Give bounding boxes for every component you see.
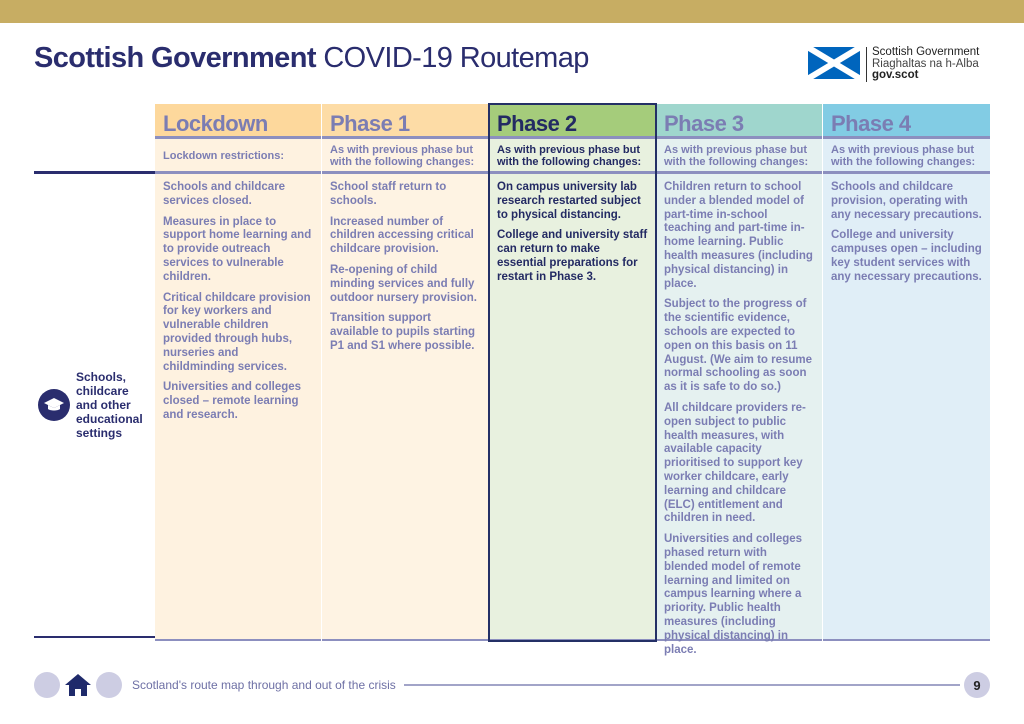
measure-item: College and university campuses open – including key student services with any necessary precautions. — [831, 229, 982, 283]
column-subtitle: As with previous phase but with the following changes: — [322, 139, 488, 174]
column-body — [489, 174, 656, 641]
column-subtitle: As with previous phase but with the following changes: — [823, 139, 990, 174]
measure-item: Schools and childcare provision, operating with any necessary precautions. — [831, 181, 982, 221]
measure-item: Measures in place to support home learning and to provide outreach services to vulnerable children. — [163, 215, 312, 283]
logo-line2: Riaghaltas na h-Alba — [872, 57, 979, 70]
column-title: Lockdown — [155, 104, 321, 139]
logo-line1: Scottish Government — [872, 46, 980, 58]
page-number: 9 — [964, 672, 990, 698]
measure-item: College and university staff can return to make essential preparations for restart in Phase 3. — [497, 229, 648, 283]
row-label-column — [34, 104, 155, 641]
column-subtitle: As with previous phase but with the following changes: — [489, 139, 656, 174]
measure-item: Transition support available to pupils starting P1 and S1 where possible. — [330, 312, 476, 352]
measure-item: All childcare providers re-open subject to public health measures, with available capacity prioritised to support key worker childcare, early learning and childcare (ELC) entitlement and children in need. — [664, 401, 806, 525]
column-title: Phase 2 — [489, 104, 656, 139]
row-label: Schools, childcare and other educational settings — [76, 370, 143, 440]
graduation-cap-icon — [38, 389, 70, 421]
measure-item: School staff return to schools. — [330, 181, 447, 207]
measure-item: Increased number of children accessing critical childcare provision. — [330, 215, 474, 256]
logo-line3: gov.scot — [872, 69, 919, 81]
measure-item: Universities and colleges closed – remote learning and research. — [163, 381, 302, 421]
column-lockdown — [155, 104, 322, 641]
measure-item: Critical childcare provision for key workers and vulnerable children provided through hubs, nurseries and childminding services. — [163, 291, 311, 373]
column-subtitle: As with previous phase but with the following changes: — [656, 139, 822, 174]
measure-item: Schools and childcare services closed. — [163, 181, 286, 207]
measure-item: Universities and colleges phased return with blended model of remote learning and limited on campus learning where a priority. Public health measures (including physical distancing) in place. — [664, 533, 803, 656]
column-body — [155, 174, 321, 641]
measure-item: On campus university lab research restarted subject to physical distancing. — [497, 181, 641, 221]
previous-page-button[interactable] — [34, 672, 60, 698]
column-phase-1 — [322, 104, 489, 641]
footer-text: Scotland's route map through and out of the crisis — [132, 678, 396, 692]
measure-item: Subject to the progress of the scientific evidence, schools are expected to open on this basis on 11 August. (We aim to resume normal schooling as soon as it is safe to do so.) — [664, 298, 813, 394]
column-phase-2 — [489, 104, 656, 641]
column-body — [322, 174, 488, 641]
home-icon[interactable] — [64, 672, 92, 698]
next-page-button[interactable] — [96, 672, 122, 698]
routemap-table — [34, 104, 990, 656]
column-title: Phase 4 — [823, 104, 990, 139]
column-title: Phase 3 — [656, 104, 822, 139]
measure-item: Children return to school under a blended model of part-time in-school teaching and part-time in-home learning. Public health measures (including physical distancing) in place. — [664, 181, 813, 290]
scottish-government-logo — [808, 47, 979, 82]
column-phase-4 — [823, 104, 990, 641]
column-body — [656, 174, 822, 656]
column-phase-3 — [656, 104, 823, 656]
column-body — [823, 174, 990, 641]
top-banner — [0, 0, 1024, 23]
column-title: Phase 1 — [322, 104, 488, 139]
footer-divider — [404, 684, 960, 686]
column-subtitle: Lockdown restrictions: — [155, 139, 321, 174]
footer — [34, 671, 990, 699]
measure-item: Re-opening of child minding services and fully outdoor nursery provision. — [330, 263, 477, 304]
saltire-flag-icon — [808, 47, 860, 79]
page-title: Scottish Government COVID-19 Routemap — [34, 42, 589, 74]
